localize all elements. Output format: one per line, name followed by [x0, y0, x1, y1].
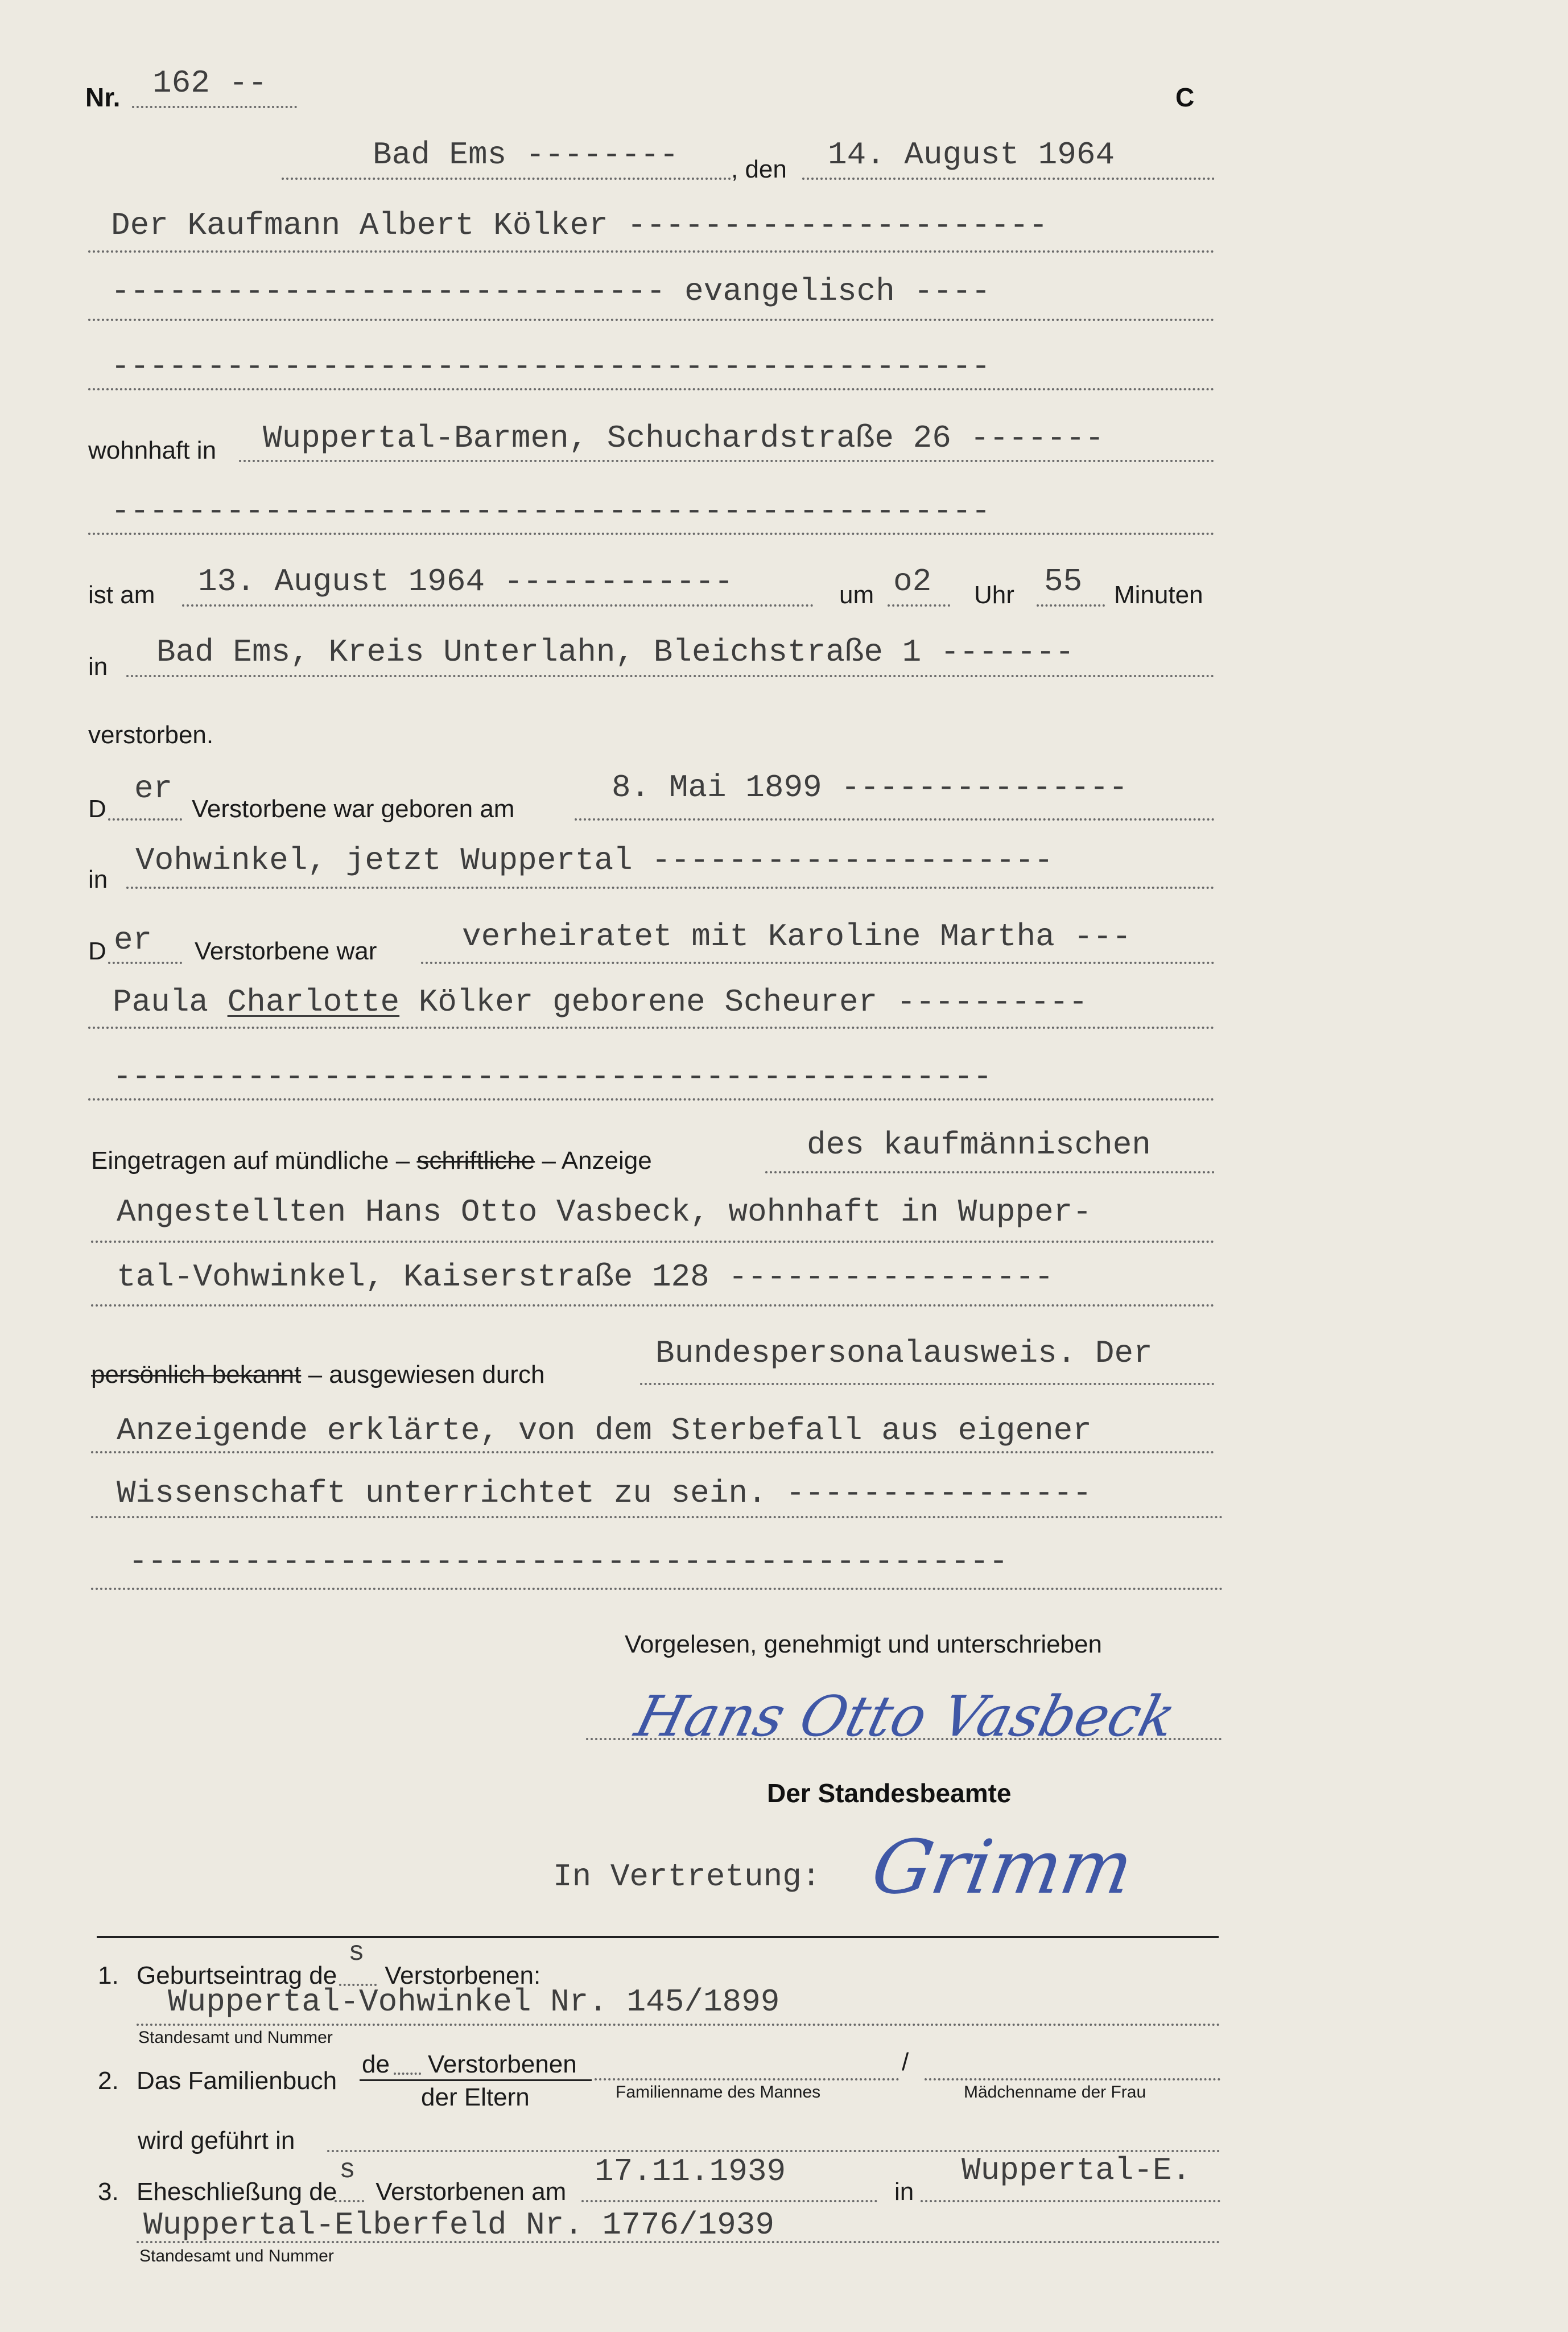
nr-label: Nr. — [85, 83, 121, 112]
birth-date-value: 8. Mai 1899 --------------- — [612, 769, 1128, 806]
person-line-3-rule — [88, 388, 1215, 390]
nr-value: 162 -- — [152, 65, 267, 101]
spouse-call-name: Charlotte — [227, 984, 400, 1020]
identity-line-2: Anzeigende erklärte, von dem Sterbefall aus eigener — [117, 1412, 1092, 1449]
residence-line-1: Wuppertal-Barmen, Schuchardstraße 26 ------- — [263, 420, 1104, 456]
item3-label-b: Verstorbenen am — [369, 2178, 567, 2206]
item3-place-field-line — [921, 2200, 1220, 2202]
item2-frac-suffix-line — [394, 2073, 421, 2075]
marital-field-line — [421, 962, 1215, 964]
marital-label: Verstorbene war — [195, 937, 377, 965]
report-label: Eingetragen auf mündliche – schriftliche – Anzeige — [91, 1147, 652, 1175]
item2-number: 2. — [98, 2067, 119, 2095]
person-line-2: ----------------------------- evangelisch ---- — [111, 273, 991, 310]
registrar-title: Der Standesbeamte — [767, 1778, 1012, 1808]
marital-suffix-field-line — [108, 962, 182, 964]
item2-fraction-bar — [360, 2079, 592, 2081]
residence-line-2-rule — [88, 533, 1215, 535]
death-place-in-label: in — [88, 653, 108, 681]
footer-divider — [97, 1936, 1219, 1938]
item3-in-label: in — [894, 2178, 914, 2206]
uhr-label: Uhr — [974, 581, 1014, 609]
item2-husband-field-line — [595, 2078, 899, 2080]
person-line-2-rule — [88, 319, 1215, 321]
marital-line-1: verheiratet mit Karoline Martha --- — [462, 918, 1132, 955]
residence-field-line — [239, 460, 1215, 462]
minutes-value: 55 — [1044, 563, 1083, 600]
marital-line-3: ---------------------------------------------- — [113, 1058, 992, 1095]
nr-field-line — [132, 106, 297, 108]
identity-line-3-rule — [91, 1516, 1223, 1518]
item3-suffix: s — [339, 2155, 356, 2186]
item2-frac-top-a: de — [362, 2050, 390, 2078]
death-date-field-line — [182, 604, 814, 607]
identity-field-line — [640, 1383, 1215, 1385]
birth-d-label: D — [88, 795, 106, 823]
um-label: um — [839, 581, 874, 609]
item1-suffix: s — [348, 1938, 365, 1968]
birth-er-suffix: er — [134, 771, 173, 807]
report-line-3-rule — [91, 1304, 1215, 1307]
spouse-rest: Kölker geborene Scheurer ---------- — [399, 984, 1088, 1020]
marital-er-suffix: er — [114, 922, 152, 958]
form-code: C — [1175, 83, 1195, 112]
ist-am-label: ist am — [88, 581, 155, 609]
birth-place-field-line — [126, 887, 1215, 889]
identity-line-4-rule — [91, 1588, 1223, 1590]
item2-frac-bottom: der Eltern — [421, 2083, 530, 2111]
item1-label-b: Verstorbenen: — [378, 1962, 541, 1989]
person-line-1-rule — [88, 250, 1215, 253]
marital-line-2-rule — [88, 1027, 1215, 1029]
item3-date: 17.11.1939 — [595, 2153, 786, 2190]
read-approved-text: Vorgelesen, genehmigt und unterschrieben — [625, 1630, 1103, 1658]
report-line-2-rule — [91, 1241, 1215, 1243]
birth-label: Verstorbene war geboren am — [192, 795, 515, 823]
item2-kept-in-label: wird geführt in — [138, 2127, 295, 2154]
item3-sub-label: Standesamt und Nummer — [139, 2247, 334, 2265]
item2-frac-top-b: Verstorbenen — [428, 2050, 577, 2078]
marital-d-label: D — [88, 937, 106, 965]
item3-number: 3. — [98, 2178, 119, 2206]
den-label: , den — [731, 155, 787, 183]
birth-suffix-field-line — [108, 818, 182, 821]
item3-suffix-line — [335, 2200, 364, 2202]
signature-line — [586, 1738, 1222, 1740]
place-value: Bad Ems -------- — [373, 137, 679, 173]
item1-value: Wuppertal-Vohwinkel Nr. 145/1899 — [168, 1984, 780, 2020]
report-label-struck: schriftliche — [416, 1147, 535, 1175]
residence-label: wohnhaft in — [88, 436, 217, 464]
identity-label: persönlich bekannt – ausgewiesen durch — [91, 1361, 545, 1389]
item1-label-a: Geburtseintrag de — [137, 1962, 337, 1989]
informant-signature: Hans Otto Vasbeck — [629, 1684, 1182, 1749]
item3-place: Wuppertal-E. — [962, 2152, 1191, 2189]
report-line-3: tal-Vohwinkel, Kaiserstraße 128 ----------------- — [117, 1259, 1054, 1295]
report-line-1: des kaufmännischen — [807, 1127, 1151, 1163]
hour-field-line — [888, 604, 950, 607]
verstorben-label: verstorben. — [88, 721, 214, 749]
item2-slash: / — [902, 2048, 909, 2076]
identity-line-1: Bundespersonalausweis. Der — [655, 1335, 1153, 1371]
minutes-field-line — [1037, 604, 1105, 607]
birth-place-value: Vohwinkel, jetzt Wuppertal --------------------- — [135, 842, 1054, 879]
item3-date-field-line — [581, 2200, 877, 2202]
death-place-field-line — [126, 675, 1215, 677]
death-place-value: Bad Ems, Kreis Unterlahn, Bleichstraße 1 ------- — [156, 634, 1075, 670]
date-value: 14. August 1964 — [828, 137, 1115, 173]
minuten-label: Minuten — [1114, 581, 1203, 609]
person-line-3: ---------------------------------------------- — [111, 348, 991, 385]
identity-label-struck: persönlich bekannt — [91, 1361, 302, 1389]
marital-line-2 — [113, 986, 1088, 1018]
identity-line-4: ---------------------------------------------- — [129, 1543, 1008, 1580]
hour-value: o2 — [893, 563, 932, 600]
date-field-line — [802, 178, 1215, 180]
item1-number: 1. — [98, 1962, 119, 1989]
item3-label-a: Eheschließung de — [137, 2178, 337, 2206]
identity-line-3: Wissenschaft unterrichtet zu sein. ---------------- — [117, 1475, 1092, 1511]
marital-line-3-rule — [88, 1098, 1215, 1101]
item1-sub-label: Standesamt und Nummer — [138, 2028, 333, 2047]
item2-husband-label: Familienname des Mannes — [616, 2083, 821, 2102]
in-vertretung-label: In Vertretung: — [553, 1859, 821, 1895]
registrar-signature: Grimm — [865, 1824, 1140, 1910]
spouse-first-name: Paula — [113, 984, 228, 1020]
item2-wife-field-line — [925, 2078, 1220, 2080]
person-line-1: Der Kaufmann Albert Kölker ---------------------- — [111, 207, 1048, 244]
place-field-line — [282, 178, 731, 180]
report-line-2: Angestellten Hans Otto Vasbeck, wohnhaft in Wupper- — [117, 1194, 1092, 1230]
death-date-value: 13. August 1964 ------------ — [198, 563, 733, 600]
birth-place-in-label: in — [88, 866, 108, 893]
item3-field-line — [137, 2241, 1220, 2243]
item3-value: Wuppertal-Elberfeld Nr. 1776/1939 — [143, 2207, 774, 2243]
item1-field-line — [137, 2024, 1220, 2026]
residence-line-2: ---------------------------------------------- — [111, 493, 991, 529]
item2-wife-label: Mädchenname der Frau — [964, 2083, 1146, 2102]
birth-date-field-line — [575, 818, 1215, 821]
item2-label: Das Familienbuch — [137, 2067, 337, 2095]
report-field-line — [765, 1171, 1215, 1173]
identity-line-2-rule — [91, 1451, 1215, 1453]
